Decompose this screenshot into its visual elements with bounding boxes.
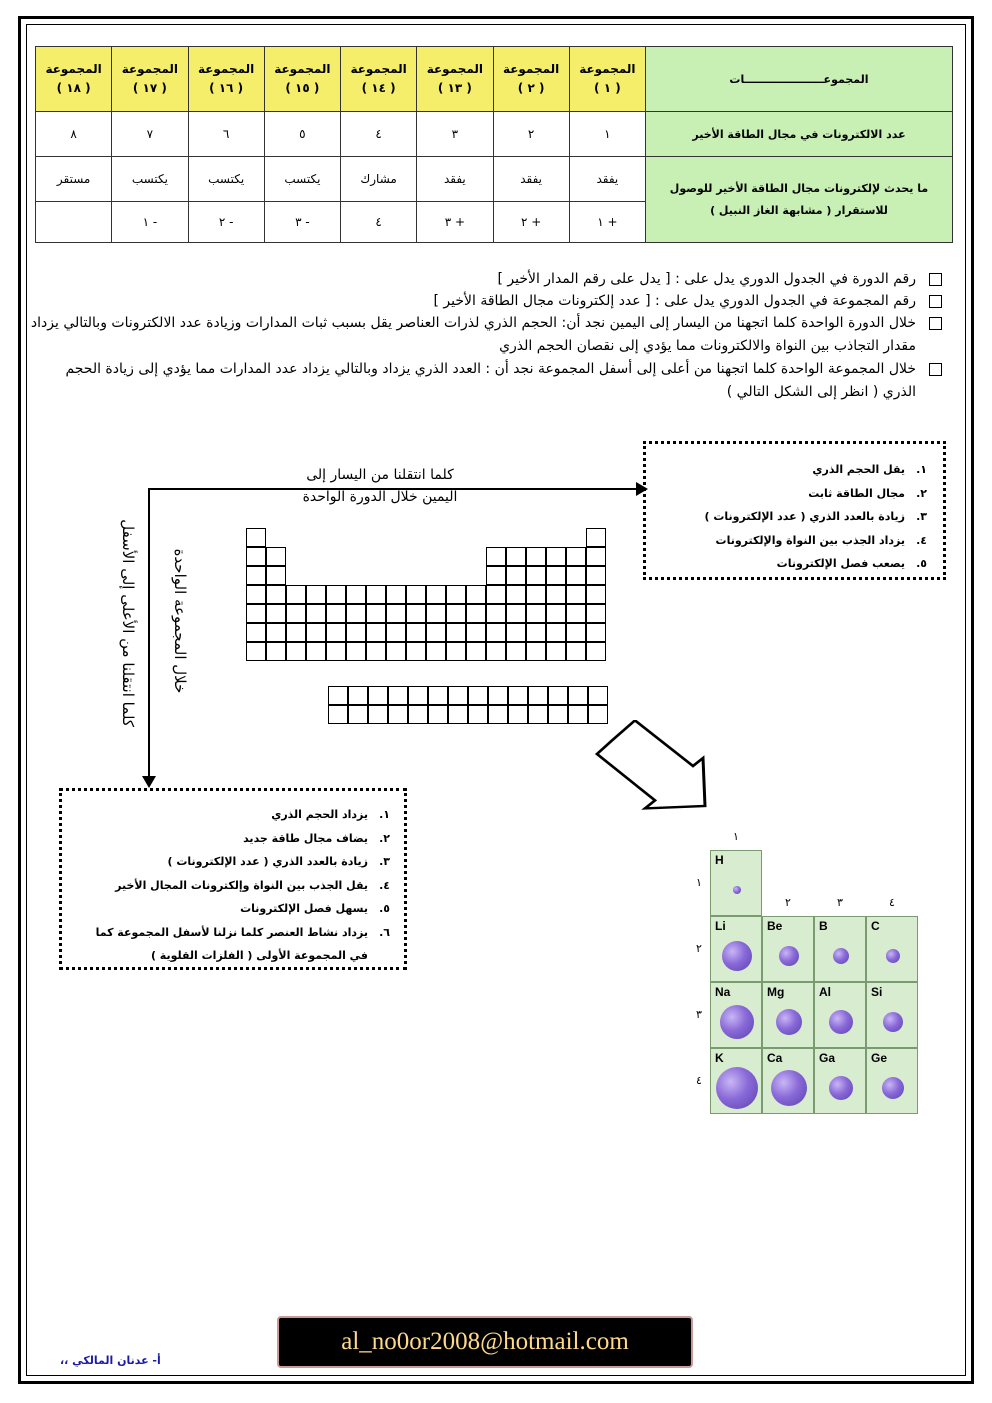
table-cell bbox=[326, 604, 346, 623]
table-cell bbox=[386, 642, 406, 661]
table-cell bbox=[586, 566, 606, 585]
atom-sphere bbox=[771, 1070, 807, 1106]
table-cell bbox=[586, 585, 606, 604]
table-cell bbox=[406, 585, 426, 604]
table-cell bbox=[506, 585, 526, 604]
table-cell bbox=[468, 705, 488, 724]
table-cell bbox=[508, 686, 528, 705]
table-cell bbox=[466, 642, 486, 661]
table-cell bbox=[506, 623, 526, 642]
table-cell bbox=[306, 642, 326, 661]
group-number: ٢ bbox=[785, 896, 791, 909]
group-header: المجموعة ( ١ ) bbox=[569, 47, 645, 112]
element-symbol: C bbox=[871, 919, 880, 933]
table-cell bbox=[246, 604, 266, 623]
element-cell-c bbox=[866, 916, 918, 982]
table-cell: يكتسب bbox=[112, 157, 188, 202]
group-header: المجموعة ( ١٥ ) bbox=[264, 47, 340, 112]
table-cell bbox=[408, 686, 428, 705]
list-item: ٦. يزداد نشاط العنصر كلما نزلنا لأسفل المجموعة كما في المجموعة الأولى ( الفلزات القلوية ) bbox=[95, 925, 390, 962]
table-cell bbox=[428, 705, 448, 724]
table-cell bbox=[266, 585, 286, 604]
table-cell bbox=[246, 528, 266, 547]
table-cell bbox=[566, 566, 586, 585]
table-cell bbox=[346, 642, 366, 661]
list-item: ٤. يزداد الجذب بين النواة والإلكترونات bbox=[715, 533, 927, 547]
table-cell bbox=[428, 686, 448, 705]
arrow-down-icon bbox=[142, 776, 156, 788]
table-cell bbox=[348, 705, 368, 724]
table-cell: مستقر bbox=[36, 157, 112, 202]
table-cell: ٤ bbox=[341, 202, 417, 243]
table-cell bbox=[486, 585, 506, 604]
atom-sphere bbox=[720, 1005, 754, 1039]
period-number: ٤ bbox=[696, 1074, 702, 1087]
table-cell bbox=[388, 705, 408, 724]
table-cell bbox=[566, 604, 586, 623]
table-cell bbox=[528, 686, 548, 705]
table-cell bbox=[306, 623, 326, 642]
table-cell bbox=[546, 604, 566, 623]
element-symbol: Si bbox=[871, 985, 883, 999]
element-cell-ca bbox=[762, 1048, 814, 1114]
group-header: المجموعة ( ١٧ ) bbox=[112, 47, 188, 112]
table-cell bbox=[486, 547, 506, 566]
table-cell bbox=[266, 566, 286, 585]
list-item: ١. يقل الحجم الذري bbox=[812, 463, 927, 476]
table-cell: + ١ bbox=[569, 202, 645, 243]
table-cell bbox=[366, 585, 386, 604]
list-item: رقم المجموعة في الجدول الدوري يدل على : [ عدد إلكترونات مجال الطاقة الأخير ] bbox=[30, 290, 950, 312]
period-arrow-label: كلما انتقلنا من اليسار إلى اليمين خلال الدورة الواحدة bbox=[302, 467, 458, 505]
table-cell bbox=[586, 642, 606, 661]
table-cell bbox=[426, 642, 446, 661]
table-cell bbox=[566, 642, 586, 661]
table-cell bbox=[546, 623, 566, 642]
atom-sphere bbox=[829, 1010, 853, 1034]
groups-table bbox=[35, 46, 953, 243]
table-cell bbox=[286, 623, 306, 642]
table-cell: - ٢ bbox=[188, 202, 264, 243]
group-arrow-label: كلما انتقلنا من الأعلى إلى الأسفل bbox=[119, 519, 137, 727]
table-cell bbox=[406, 623, 426, 642]
element-symbol: B bbox=[819, 919, 828, 933]
table-cell bbox=[526, 585, 546, 604]
table-cell bbox=[486, 604, 506, 623]
element-symbol: K bbox=[715, 1051, 724, 1065]
table-cell: ٥ bbox=[264, 112, 340, 157]
table-cell bbox=[426, 604, 446, 623]
table-cell bbox=[506, 547, 526, 566]
table-cell bbox=[526, 547, 546, 566]
electrons-row-label: عدد الالكترونات في مجال الطاقة الأخير bbox=[646, 112, 953, 157]
group-trend-box bbox=[59, 788, 407, 970]
table-cell: يفقد bbox=[417, 157, 493, 202]
table-cell: ٤ bbox=[341, 112, 417, 157]
table-cell bbox=[566, 585, 586, 604]
table-cell bbox=[506, 604, 526, 623]
table-cell bbox=[426, 623, 446, 642]
table-cell: ٢ bbox=[493, 112, 569, 157]
element-cell-ga bbox=[814, 1048, 866, 1114]
group-header: المجموعة ( ١٤ ) bbox=[341, 47, 417, 112]
element-cell-k bbox=[710, 1048, 762, 1114]
table-cell: يفقد bbox=[493, 157, 569, 202]
table-cell bbox=[486, 623, 506, 642]
list-item: خلال المجموعة الواحدة كلما اتجهنا من أعلى إلى أسفل المجموعة نجد أن : العدد الذري يزداد وبالتالي يزداد عدد المدارات مما يؤدي إلى زيادة الحجم الذري ( انظر إلى الشكل التالي ) bbox=[30, 358, 950, 404]
table-cell bbox=[386, 604, 406, 623]
element-symbol: Be bbox=[767, 919, 783, 933]
table-cell bbox=[586, 528, 606, 547]
table-cell bbox=[446, 585, 466, 604]
table-cell bbox=[286, 604, 306, 623]
atom-sphere bbox=[829, 1076, 853, 1100]
table-cell bbox=[368, 686, 388, 705]
table-cell bbox=[486, 642, 506, 661]
list-item: ٢. مجال الطاقة ثابت bbox=[808, 486, 927, 500]
element-symbol: Li bbox=[715, 919, 726, 933]
table-cell bbox=[508, 705, 528, 724]
author-signature: أ- عدنان المالكي ،، bbox=[60, 1354, 161, 1367]
list-item: ٥. يصعب فصل الإلكترونات bbox=[776, 557, 927, 570]
table-cell: - ١ bbox=[112, 202, 188, 243]
list-item: ٤. يقل الجذب بين النواة وإلكترونات المجال الأخير bbox=[115, 878, 390, 892]
table-cell bbox=[246, 623, 266, 642]
table-cell bbox=[488, 686, 508, 705]
group-arrow-line bbox=[148, 488, 150, 778]
element-symbol: Ge bbox=[871, 1051, 888, 1065]
table-cell bbox=[548, 705, 568, 724]
table-cell bbox=[246, 585, 266, 604]
table-cell: ٣ bbox=[417, 112, 493, 157]
table-cell bbox=[246, 642, 266, 661]
element-symbol: Mg bbox=[767, 985, 785, 999]
element-cell-ge bbox=[866, 1048, 918, 1114]
table-cell bbox=[546, 585, 566, 604]
table-cell bbox=[486, 566, 506, 585]
table-cell bbox=[346, 623, 366, 642]
table-cell bbox=[446, 642, 466, 661]
table-cell bbox=[36, 202, 112, 243]
table-cell bbox=[266, 604, 286, 623]
table-cell bbox=[406, 604, 426, 623]
atom-sphere bbox=[883, 1012, 903, 1032]
table-cell bbox=[408, 705, 428, 724]
table-cell bbox=[286, 642, 306, 661]
table-cell bbox=[546, 566, 566, 585]
table-cell bbox=[546, 547, 566, 566]
table-cell bbox=[566, 547, 586, 566]
table-cell bbox=[568, 705, 588, 724]
table-cell: - ٣ bbox=[264, 202, 340, 243]
table-cell bbox=[366, 642, 386, 661]
list-item: ٣. زيادة بالعدد الذري ( عدد الإلكترونات ) bbox=[167, 855, 390, 868]
table-cell bbox=[526, 604, 546, 623]
table-cell bbox=[426, 585, 446, 604]
email-banner: al_no0or2008@hotmail.com bbox=[277, 1316, 693, 1368]
atom-sphere bbox=[882, 1077, 904, 1099]
table-cell: يفقد bbox=[569, 157, 645, 202]
group-header: المجموعة ( ١٣ ) bbox=[417, 47, 493, 112]
table-cell bbox=[406, 642, 426, 661]
table-cell bbox=[466, 604, 486, 623]
notes-list bbox=[30, 268, 950, 404]
group-header: المجموعة ( ٢ ) bbox=[493, 47, 569, 112]
table-cell bbox=[466, 623, 486, 642]
table-cell bbox=[546, 642, 566, 661]
list-item: ٣. زيادة بالعدد الذري ( عدد الإلكترونات ) bbox=[704, 510, 927, 523]
table-cell bbox=[326, 623, 346, 642]
table-cell: ٦ bbox=[188, 112, 264, 157]
table-cell bbox=[386, 623, 406, 642]
table-cell bbox=[266, 547, 286, 566]
element-symbol: Al bbox=[819, 985, 831, 999]
atom-sphere bbox=[776, 1009, 802, 1035]
table-cell bbox=[526, 623, 546, 642]
table-cell bbox=[526, 566, 546, 585]
element-symbol: Ga bbox=[819, 1051, 836, 1065]
atomic-size-figure bbox=[696, 830, 930, 1120]
table-cell bbox=[446, 623, 466, 642]
table-cell bbox=[548, 686, 568, 705]
table-cell bbox=[326, 585, 346, 604]
table-cell bbox=[346, 604, 366, 623]
group-header: المجموعة ( ١٦ ) bbox=[188, 47, 264, 112]
checkbox-icon bbox=[929, 273, 942, 286]
table-cell bbox=[286, 585, 306, 604]
checkbox-icon bbox=[929, 363, 942, 376]
table-cell bbox=[306, 604, 326, 623]
table-cell bbox=[328, 686, 348, 705]
table-cell bbox=[448, 705, 468, 724]
group-number: ٣ bbox=[837, 896, 843, 909]
table-cell bbox=[246, 547, 266, 566]
element-symbol: Ca bbox=[767, 1051, 783, 1065]
atom-sphere bbox=[722, 941, 752, 971]
table-cell bbox=[586, 547, 606, 566]
checkbox-icon bbox=[929, 317, 942, 330]
table-cell bbox=[586, 604, 606, 623]
list-item: ٢. يضاف مجال طاقة جديد bbox=[243, 831, 390, 845]
element-cell-na bbox=[710, 982, 762, 1048]
atom-sphere bbox=[779, 946, 799, 966]
table-cell bbox=[366, 623, 386, 642]
list-item: خلال الدورة الواحدة كلما اتجهنا من اليسار إلى اليمين نجد أن: الحجم الذري لذرات العناصر يقل بسبب ثبات المدارات وزيادة عدد الالكترونات وبالتالي يزداد مقدار التجاذب بين النواة والالكترونات مما يؤدي إلى نقصان الحجم الذري bbox=[30, 312, 950, 358]
list-item: ٥. يسهل فصل الإلكترونات bbox=[240, 902, 390, 915]
table-cell bbox=[506, 642, 526, 661]
table-cell: + ٢ bbox=[493, 202, 569, 243]
table-cell: ٧ bbox=[112, 112, 188, 157]
table-cell bbox=[266, 642, 286, 661]
element-cell-al bbox=[814, 982, 866, 1048]
table-cell bbox=[506, 566, 526, 585]
table-cell: يكتسب bbox=[188, 157, 264, 202]
table-cell bbox=[528, 705, 548, 724]
table-cell bbox=[246, 566, 266, 585]
table-cell bbox=[346, 585, 366, 604]
table-cell bbox=[466, 585, 486, 604]
checkbox-icon bbox=[929, 295, 942, 308]
table-cell: ٨ bbox=[36, 112, 112, 157]
element-symbol: H bbox=[715, 853, 724, 867]
table-cell bbox=[588, 686, 608, 705]
behavior-row-label: ما يحدث لإلكترونات مجال الطاقة الأخير للوصول للاستقرار ( مشابهة الغاز النبيل ) bbox=[646, 157, 953, 243]
table-cell bbox=[586, 623, 606, 642]
group-arrow-label-2: خلال المجموعة الواحدة bbox=[171, 548, 189, 694]
table-cell bbox=[468, 686, 488, 705]
table-cell bbox=[526, 642, 546, 661]
atom-sphere bbox=[833, 948, 849, 964]
atom-sphere bbox=[886, 949, 900, 963]
table-cell: + ٣ bbox=[417, 202, 493, 243]
table-cell: مشارك bbox=[341, 157, 417, 202]
table-cell bbox=[348, 686, 368, 705]
table-cell bbox=[266, 623, 286, 642]
atom-sphere bbox=[716, 1067, 758, 1109]
element-cell-be bbox=[762, 916, 814, 982]
table-cell bbox=[568, 686, 588, 705]
element-cell-mg bbox=[762, 982, 814, 1048]
group-header: المجموعة ( ١٨ ) bbox=[36, 47, 112, 112]
element-cell-h bbox=[710, 850, 762, 916]
table-cell bbox=[448, 686, 468, 705]
table-cell bbox=[328, 705, 348, 724]
element-cell-li bbox=[710, 916, 762, 982]
table-cell bbox=[488, 705, 508, 724]
element-cell-si bbox=[866, 982, 918, 1048]
table-cell bbox=[566, 623, 586, 642]
atom-sphere bbox=[733, 886, 741, 894]
list-item: ١. يزداد الحجم الذري bbox=[271, 808, 390, 821]
table-cell bbox=[326, 642, 346, 661]
element-symbol: Na bbox=[715, 985, 731, 999]
periodic-table-outline bbox=[246, 528, 606, 662]
period-number: ١ bbox=[696, 876, 702, 889]
group-number: ٤ bbox=[889, 896, 895, 909]
table-cell bbox=[306, 585, 326, 604]
period-number: ٢ bbox=[696, 942, 702, 955]
table-cell: ١ bbox=[569, 112, 645, 157]
table-cell: يكتسب bbox=[264, 157, 340, 202]
table-cell bbox=[366, 604, 386, 623]
element-cell-b bbox=[814, 916, 866, 982]
big-arrow-icon bbox=[595, 720, 715, 810]
table-cell bbox=[446, 604, 466, 623]
table-cell bbox=[368, 705, 388, 724]
period-number: ٣ bbox=[696, 1008, 702, 1021]
table-cell bbox=[386, 585, 406, 604]
table-cell bbox=[388, 686, 408, 705]
groups-header-label: المجموعـــــــــــــــــــــات bbox=[646, 47, 953, 112]
period-trend-box bbox=[643, 441, 946, 580]
list-item: رقم الدورة في الجدول الدوري يدل على : [ يدل على رقم المدار الأخير ] bbox=[30, 268, 950, 290]
group-number: ١ bbox=[733, 830, 739, 843]
